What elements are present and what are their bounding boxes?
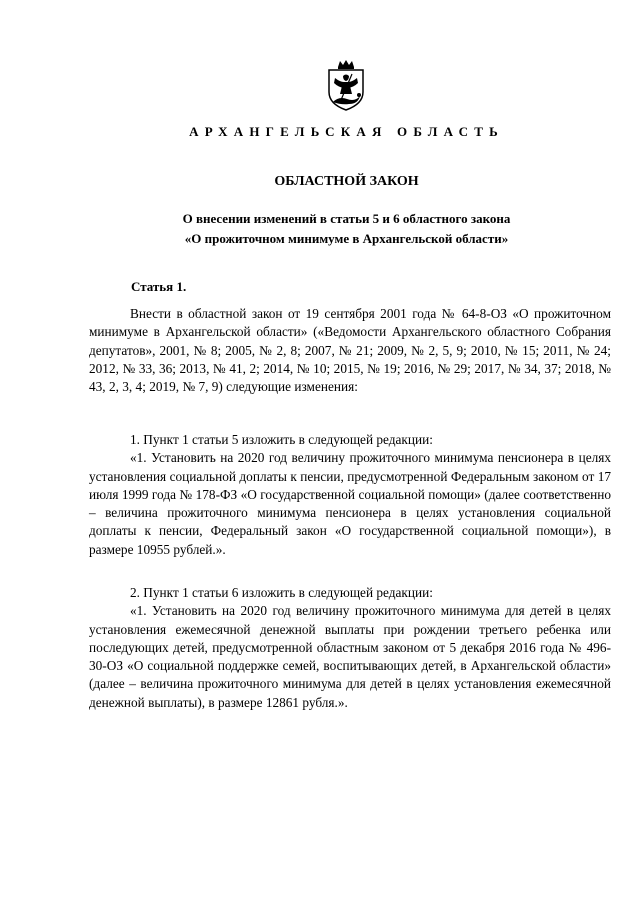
document-type: ОБЛАСТНОЙ ЗАКОН (274, 174, 419, 189)
law-title (80, 209, 613, 249)
amendment-point-1 (89, 431, 611, 559)
region-name: АРХАНГЕЛЬСКАЯ ОБЛАСТЬ (189, 124, 504, 139)
intro-paragraph: Внести в областной закон от 19 сентября 2001 года № 64-8-ОЗ «О прожиточном минимуме в Архангельской области» («Ведомости Архангельского областного Собрания депутатов», 2001, № 8; 2005, № 2, 8; 2007, № 21; 2009, № 2, 5, 9; 2010, № 15; 2011, № 24; 2012, № 33, 36; 2013, № 41, 2; 2014, № 10; 2015, № 19; 2016, № 29; 2017, № 34, 37; 2018, № 43, 2, 3, 4; 2019, № 7, 9) следующие изменения: (89, 306, 611, 395)
law-title-line-1: О внесении изменений в статьи 5 и 6 областного закона (182, 211, 511, 226)
point-2-heading: 2. Пункт 1 статьи 6 изложить в следующей редакции: (130, 585, 433, 600)
article-heading: Статья 1. (131, 279, 187, 294)
point-2-text: «1. Установить на 2020 год величину прожиточного минимума для детей в целях установления ежемесячной денежной выплаты при рождении третьего ребенка или последующих детей, предусмотренной областным законом от 5 декабря 2016 года № 496-30-ОЗ «О социальной поддержке семей, воспитывающих детей, в Архангельской области» (далее – величина прожиточного минимума для детей в целях установления ежемесячной денежной выплаты), в размере 12861 рубля.». (89, 603, 611, 710)
article-intro (89, 305, 611, 396)
law-title-line-2: «О прожиточном минимуме в Архангельской области» (184, 231, 509, 246)
amendment-point-2 (89, 584, 611, 712)
point-1-text: «1. Установить на 2020 год величину прожиточного минимума пенсионера в целях установления социальной доплаты к пенсии, предусмотренной Федеральным законом от 17 июля 1999 года № 178-ФЗ «О государственной социальной помощи» (далее соответственно – величина прожиточного минимума пенсионера в целях установления социальной доплаты к пенсии, Федеральный закон «О государственной социальной помощи»), в размере 10955 рублей.». (89, 450, 611, 557)
point-1-heading: 1. Пункт 1 статьи 5 изложить в следующей редакции: (130, 432, 433, 447)
coat-of-arms-icon (321, 58, 371, 112)
